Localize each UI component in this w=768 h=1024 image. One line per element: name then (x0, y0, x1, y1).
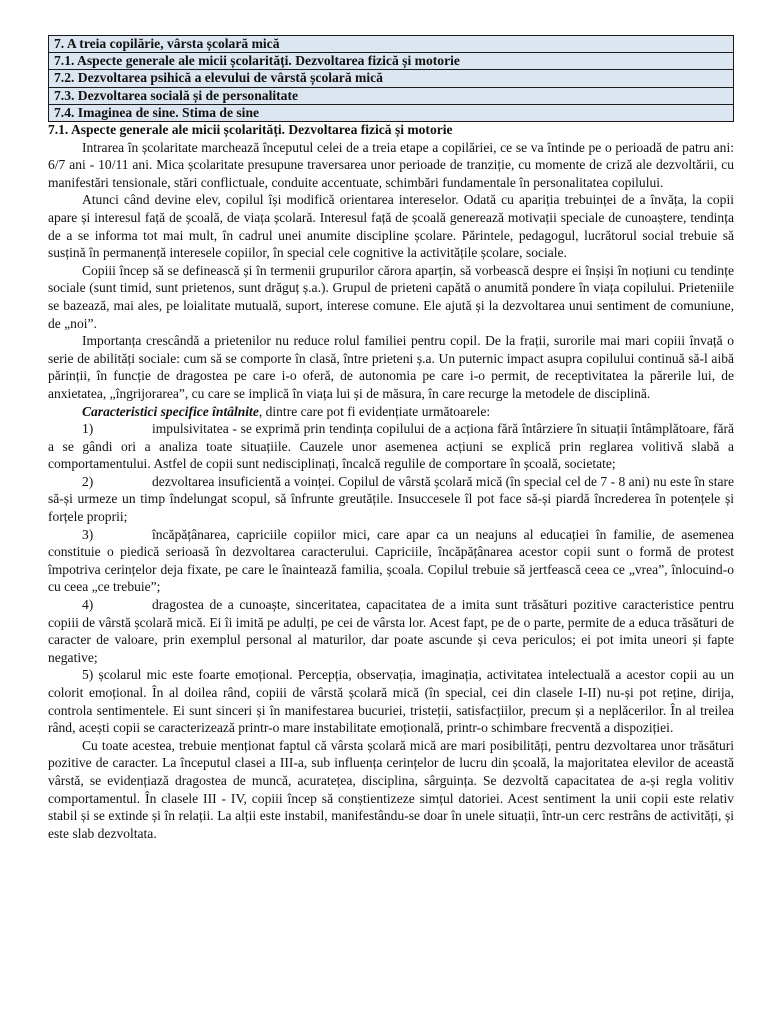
list-number: 4) (82, 597, 94, 613)
toc-item-7-4: 7.4. Imaginea de sine. Stima de sine (54, 104, 260, 120)
list-item-5: 5) școlarul mic este foarte emoțional. Percepția, observația, imaginația, activitatea intelectuală a acestor copii au un colorit emoțional. În al doilea rând, copiii de vârstă școlară mică (în special, cei din clasele I-II) nu-și pot reține, dirija, controla sentimentele. Ei sunt sinceri și în manifestarea bucuriei, tristeții, satisfacțiilor, precum și a neplăcerilor. În al treilea rând, acești copii se caracterizează printr-o mare instabilitate emoțională, printr-o schimbare frecventă a dispoziției. (48, 667, 734, 736)
list-item (48, 420, 734, 473)
section-heading: 7.1. Aspecte generale ale micii școlarități. Dezvoltarea fizică și motorie (48, 122, 453, 137)
toc-item-7-2: 7.2. Dezvoltarea psihică a elevului de vârstă școlară mică (49, 70, 733, 87)
toc-item-7-1: 7.1. Aspecte generale ale micii școlarități. Dezvoltarea fizică și motorie (49, 53, 733, 70)
list-item (48, 473, 734, 526)
list-text: dragostea de a cunoaște, sinceritatea, capacitatea de a imita sunt trăsături pozitive caracteristice pentru copiii de vârstă școlară mică. Ei îi imită pe adulți, pe cei de vârsta lor. Acest fapt, pe de o parte, permite de a educa trăsături de caracter de valoare, prin exemplul personal al maturilor, dar poate ascunde și ceva periculos; ei pot imita uneori și fapte negative; (48, 597, 734, 665)
list-item (48, 526, 734, 596)
characteristics-lead: Caracteristici specifice întâlnite (82, 403, 259, 419)
toc-item-7-3: 7.3. Dezvoltarea socială și de personalitate (49, 88, 733, 105)
paragraph: Importanța crescândă a prietenilor nu reduce rolul familiei pentru copil. De la frații, surorile mai mari copiii învață o serie de abilități sociale: cum să se comporte în clasă, între prieteni ș.a. Un puternic impact asupra copilului continuă să-l aibă părinții, în funcție de dragostea pe care i-o oferă, de autonomia pe care i-o permit, de receptivitatea la părerile lui, de anxietatea, „îngrijorarea”, cu care se implică în viața lui și de măsura, în care recurge la metodele de disciplină. (48, 333, 734, 401)
paragraph: Atunci când devine elev, copilul își modifică orientarea intereselor. Odată cu apariția trebuinței de a învăța, la copii apare și interesul față de școală, de viața școlară. Interesul față de școală generează motivații speciale de cunoaștere, tendința de a se informa tot mai mult, în cadrul unei anumite discipline școlare. Părintele, pedagogul, lucrătorul social trebuie să susțină în permanență interesele copiilor, în special cele cognitive la activitățile școlare, sociale. (48, 192, 734, 261)
list-number: 2) (82, 473, 94, 489)
paragraph: Intrarea în școlaritate marchează începutul celei de a treia etape a copilăriei, ce se va întinde pe o perioadă de patru ani: 6/7 ani - 10/11 ani. Mica școlaritate presupune traversarea unor perioade de tranziție, cu momente de criză ale dezvoltării, cu manifestări tensionale, stări conflictuale, conduite accentuate, schimbări fundamentale în personalitatea copilului. (48, 139, 734, 190)
table-of-contents (48, 35, 734, 122)
document-body (48, 121, 734, 842)
list-text: impulsivitatea - se exprimă prin tendința copilului de a acționa fără întârziere în situații întâmplătoare, fără a se gândi ori a analiza toate situațiile. Cauzele unor asemenea acțiuni se explică prin reglarea volitivă slabă a comportamentului. Astfel de copii sunt nedisciplinați, încalcă regulile de comportare în școală, societate; (48, 421, 734, 472)
list-text: încăpățânarea, capriciile copiilor mici, care apar ca un neajuns al educației în familie, de asemenea constituie o piedică serioasă în dezvoltarea caracterului. Capriciile, încăpățânarea acestor copii sunt o formă de protest împotriva cerințelor deja fixate, pe care le înaintează familia, școala. Copilul trebuie să jertfească ceea ce „vrea”, înlocuind-o cu ceea „ce trebuie”; (48, 526, 734, 595)
list-item (48, 596, 734, 666)
characteristics-intro (48, 403, 734, 421)
toc-chapter-title: 7. A treia copilărie, vârsta școlară mică (49, 36, 733, 53)
paragraph: Copiii încep să se definească și în termenii grupurilor cărora aparțin, să vorbească despre ei înșiși în noțiuni cu tendințe sociale (sunt timid, sunt prietenos, sunt drăguț ș.a.). Grupul de prieteni capătă o anumită pondere în viața copilului. Prieteniile se bazează, mai ales, pe loialitate mutuală, suport, interese comune. Ele ajută și la dezvoltarea unui sentiment de comuniune, de „noi”. (48, 262, 734, 331)
list-number: 3) (82, 526, 94, 542)
list-number: 1) (82, 421, 94, 437)
characteristics-rest: , dintre care pot fi evidențiate următoarele: (258, 403, 491, 419)
closing-paragraph: Cu toate acestea, trebuie menționat faptul că vârsta școlară mică are mari posibilități, pentru dezvoltarea unor trăsături pozitive de caracter. La începutul clasei a III-a, sub influența cerințelor de lucru din școală, la majoritatea elevilor de această vârstă, se evidențiază dragostea de muncă, acuratețea, disciplina, sârguința. Se dezvoltă capacitatea de a-și regla volitiv comportamentul. În clasele III - IV, copiii încep să conștientizeze simțul datoriei. Acest sentiment la unii copii este relativ stabil și se extinde și în relații. La alții este instabil, manifestându-se doar în unele situații, într-un cerc restrâns de activități, și este slab dezvoltata. (48, 737, 734, 841)
list-text: dezvoltarea insuficientă a voinței. Copilul de vârstă școlară mică (în special cel de 7 - 8 ani) nu este în stare să-și urmeze un timp îndelungat scopul, să înfrunte greutățile. Insuccesele îl pot face să-și piardă încrederea în potențele și forțele proprii; (48, 473, 734, 525)
